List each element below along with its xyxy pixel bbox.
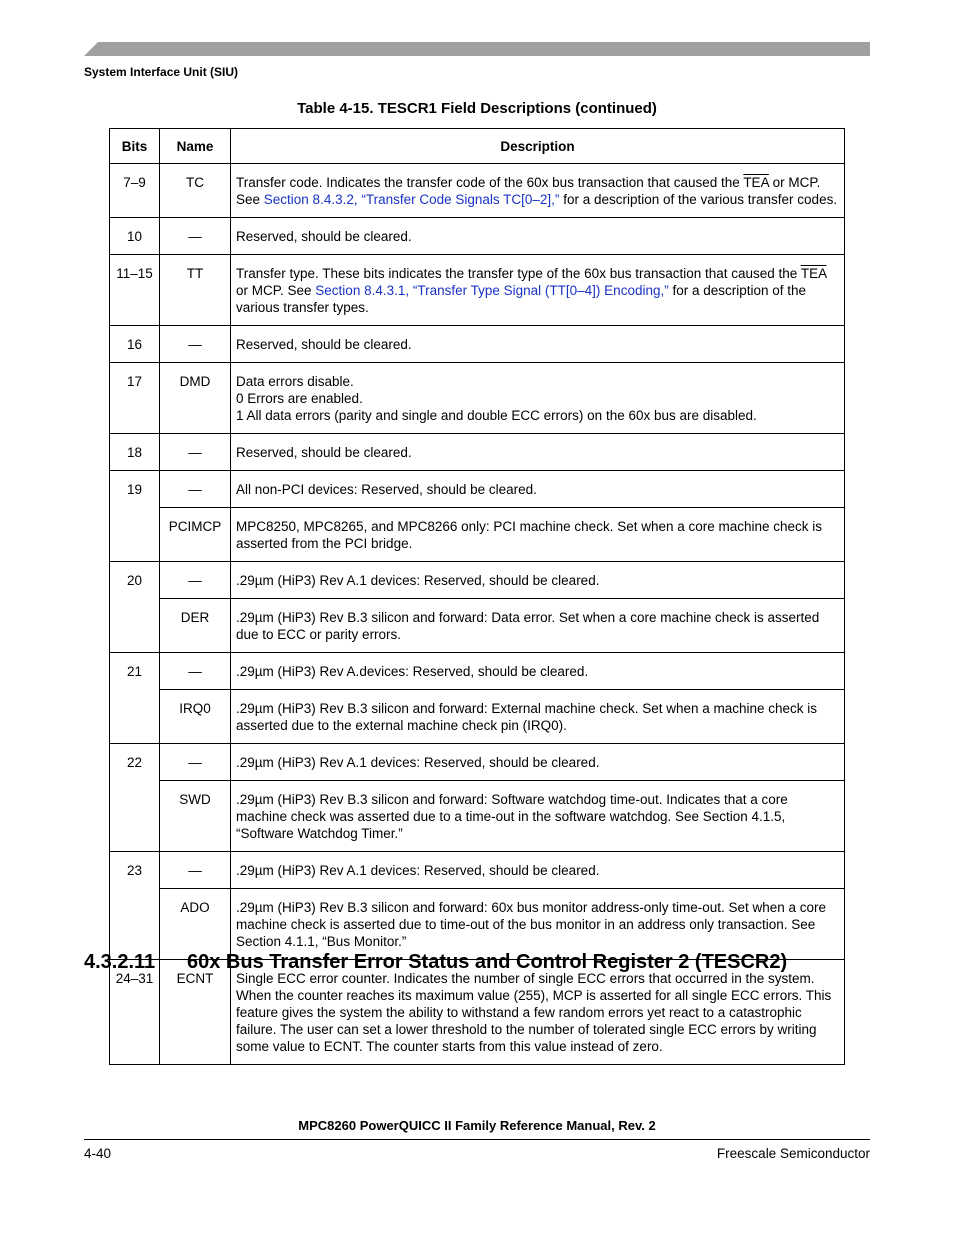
description-text: 1 All data errors (parity and single and double ECC errors) on the 60x bus are disabled. <box>236 408 757 423</box>
cell-description <box>231 218 845 255</box>
signal-name-active-low: $\overline{TEA}$ <box>800 266 827 281</box>
table-row <box>110 363 845 434</box>
running-header: System Interface Unit (SIU) <box>84 65 239 79</box>
description-text: Transfer code. Indicates the transfer code of the 60x bus transaction that caused the <box>236 175 744 190</box>
cell-name: — <box>160 471 231 508</box>
description-text: for a description of the various transfer codes. <box>559 192 838 207</box>
description-text: Transfer type. These bits indicates the transfer type of the 60x bus transaction that caused the <box>236 266 801 281</box>
table-row <box>110 164 845 218</box>
cell-name: — <box>160 653 231 690</box>
cell-name: — <box>160 218 231 255</box>
cell-bits: 22 <box>110 744 160 852</box>
cell-description <box>231 960 845 1065</box>
table-row <box>110 690 845 744</box>
table-row <box>110 781 845 852</box>
cell-name: DER <box>160 599 231 653</box>
table-row <box>110 218 845 255</box>
cell-name: IRQ0 <box>160 690 231 744</box>
cell-description <box>231 164 845 218</box>
cell-name: PCIMCP <box>160 508 231 562</box>
cell-name: ECNT <box>160 960 231 1065</box>
cell-bits: 23 <box>110 852 160 960</box>
cell-name: SWD <box>160 781 231 852</box>
cell-bits: 16 <box>110 326 160 363</box>
cell-description <box>231 690 845 744</box>
cell-name: — <box>160 326 231 363</box>
description-text: Reserved, should be cleared. <box>236 337 412 352</box>
cell-description <box>231 363 845 434</box>
table-row <box>110 562 845 599</box>
column-header-name: Name <box>160 129 231 164</box>
cell-name: ADO <box>160 889 231 960</box>
description-text: .29µm (HiP3) Rev A.1 devices: Reserved, should be cleared. <box>236 573 600 588</box>
cell-bits: 17 <box>110 363 160 434</box>
footer-title: MPC8260 PowerQUICC II Family Reference Manual, Rev. 2 <box>298 1118 656 1133</box>
table-header-row <box>110 129 845 164</box>
cell-description <box>231 744 845 781</box>
description-text: Reserved, should be cleared. <box>236 445 412 460</box>
table-row <box>110 434 845 471</box>
cell-name: — <box>160 852 231 889</box>
cross-reference-link[interactable]: Section 8.4.3.2, “Transfer Code Signals TC[0–2],” <box>263 192 560 207</box>
table-row <box>110 852 845 889</box>
company-name: Freescale Semiconductor <box>716 1146 870 1161</box>
description-text: Reserved, should be cleared. <box>236 229 412 244</box>
cell-description <box>231 599 845 653</box>
cell-description <box>231 508 845 562</box>
description-text: MPC8250, MPC8265, and MPC8266 only: PCI machine check. Set when a core machine check is asserted from the PCI bridge. <box>236 519 823 551</box>
cell-name: DMD <box>160 363 231 434</box>
description-text: All non-PCI devices: Reserved, should be cleared. <box>236 482 537 497</box>
table-row <box>110 960 845 1065</box>
description-text: for a description of the various transfer types. <box>236 283 807 315</box>
section-title: 60x Bus Transfer Error Status and Control Register 2 (TESCR2) <box>187 951 788 973</box>
table-row <box>110 744 845 781</box>
table-row <box>110 326 845 363</box>
cell-description <box>231 434 845 471</box>
section-number: 4.3.2.11 <box>84 951 156 973</box>
column-header-bits: Bits <box>110 129 160 164</box>
cell-name: TC <box>160 164 231 218</box>
description-text: or MCP. See <box>236 175 821 207</box>
cell-bits: 11–15 <box>110 255 160 326</box>
table-row <box>110 653 845 690</box>
description-text: Data errors disable. <box>236 374 354 389</box>
cell-bits: 21 <box>110 653 160 744</box>
table-row <box>110 471 845 508</box>
cell-description <box>231 889 845 960</box>
cell-description <box>231 852 845 889</box>
description-text: or MCP. See <box>236 283 316 298</box>
description-text: .29µm (HiP3) Rev B.3 silicon and forward: Software watchdog time-out. Indicates that a core machine check was asserted due to a time-out in the software watchdog. See Section 4.1.5, “Software Watchdog Timer.” <box>236 792 788 841</box>
cell-name: — <box>160 744 231 781</box>
cross-reference-link[interactable]: Section 8.4.3.1, “Transfer Type Signal (TT[0–4]) Encoding,” <box>315 283 669 298</box>
cell-bits: 24–31 <box>110 960 160 1065</box>
cell-description <box>231 781 845 852</box>
cell-name: — <box>160 434 231 471</box>
cell-bits: 7–9 <box>110 164 160 218</box>
table-row <box>110 889 845 960</box>
table-row <box>110 255 845 326</box>
description-text: Single ECC error counter. Indicates the number of single ECC errors that occurred in the system. When the counter reaches its maximum value (255), MCP is asserted for all single ECC errors. This feature gives the system the ability to withstand a few random errors yet react to a catastrophic failure. The user can set a lower threshold to the number of tolerated single ECC errors by writing some value to ECNT. The counter starts from this value instead of zero. <box>236 971 832 1054</box>
cell-description <box>231 326 845 363</box>
cell-bits: 19 <box>110 471 160 562</box>
cell-bits: 18 <box>110 434 160 471</box>
cell-name: TT <box>160 255 231 326</box>
description-text: .29µm (HiP3) Rev A.1 devices: Reserved, should be cleared. <box>236 755 600 770</box>
column-header-description: Description <box>231 129 845 164</box>
description-text: .29µm (HiP3) Rev A.1 devices: Reserved, should be cleared. <box>236 863 600 878</box>
header-bar <box>84 42 870 56</box>
description-text: .29µm (HiP3) Rev B.3 silicon and forward: 60x bus monitor address-only time-out. Set when a core machine check is asserted due to time-out of the bus monitor in an address only transaction. See Section 4.1.1, “Bus Monitor.” <box>236 900 827 949</box>
field-descriptions-table <box>109 128 845 1065</box>
cell-description <box>231 471 845 508</box>
cell-bits: 20 <box>110 562 160 653</box>
footer-rule <box>84 1139 870 1140</box>
cell-description <box>231 255 845 326</box>
table-row <box>110 508 845 562</box>
cell-bits: 10 <box>110 218 160 255</box>
page-number: 4-40 <box>84 1146 112 1161</box>
description-text: .29µm (HiP3) Rev B.3 silicon and forward: External machine check. Set when a machine check is asserted due to the external machine check pin (IRQ0). <box>236 701 818 733</box>
description-text: .29µm (HiP3) Rev A.devices: Reserved, should be cleared. <box>236 664 589 679</box>
section-heading <box>84 951 787 974</box>
cell-name: — <box>160 562 231 599</box>
signal-name-active-low: $\overline{TEA}$ <box>743 175 769 190</box>
description-text: .29µm (HiP3) Rev B.3 silicon and forward: Data error. Set when a core machine check is asserted due to ECC or parity errors. <box>236 610 820 642</box>
description-text: 0 Errors are enabled. <box>236 391 363 406</box>
cell-description <box>231 653 845 690</box>
table-row <box>110 599 845 653</box>
cell-description <box>231 562 845 599</box>
table-caption: Table 4-15. TESCR1 Field Descriptions (continued) <box>297 100 657 117</box>
